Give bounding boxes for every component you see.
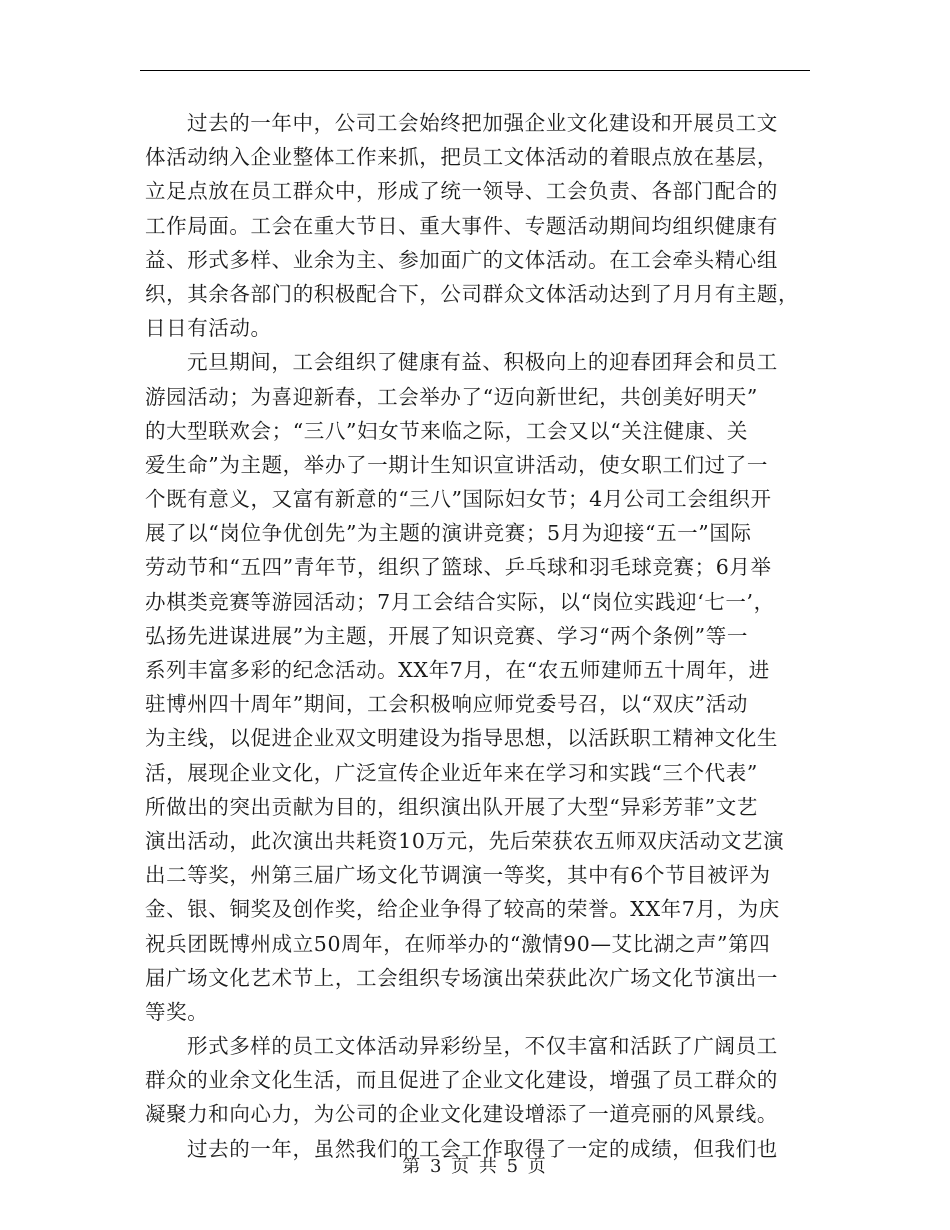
document-body [145, 106, 810, 1166]
text-line: 过去的一年中，公司工会始终把加强企业文化建设和开展员工文 [187, 111, 778, 135]
text-line: 工作局面。工会在重大节日、重大事件、专题活动期间均组织健康有 [145, 213, 778, 238]
text-line: 爱生命”为主题，举办了一期计生知识宣讲活动，使女职工们过了一 [145, 452, 768, 477]
text-line: 劳动节和“五四”青年节，组织了篮球、乒乓球和羽毛球竞赛；6月举 [145, 555, 772, 580]
paragraph-2 [145, 345, 810, 1029]
text-line: 系列丰富多彩的纪念活动。XX年7月，在“农五师建师五十周年，进 [145, 658, 770, 682]
text-line: 祝兵团既博州成立50周年，在师举办的“激情90—艾比湖之声”第四 [145, 931, 771, 956]
page-number-footer: 第 3 页 共 5 页 [402, 1156, 548, 1177]
text-line: 的大型联欢会；“三八”妇女节来临之际，工会又以“关注健康、关 [145, 418, 748, 443]
paragraph-3 [145, 1029, 810, 1132]
text-line: 演出活动，此次演出共耗资10万元，先后荣获农五师双庆活动文艺演 [145, 828, 785, 853]
text-line: 游园活动；为喜迎新春，工会举办了“迈向新世纪，共创美好明天” [145, 384, 758, 409]
text-line: 所做出的突出贡献为目的，组织演出队开展了大型“异彩芳菲”文艺 [145, 794, 758, 819]
text-line: 形式多样的员工文体活动异彩纷呈，不仅丰富和活跃了广阔员工 [187, 1034, 778, 1059]
text-line: 群众的业余文化生活，而且促进了企业文化建设，增强了员工群众的 [145, 1068, 778, 1093]
text-line: 凝聚力和向心力，为公司的企业文化建设增添了一道亮丽的风景线。 [145, 1102, 778, 1127]
text-line: 个既有意义，又富有新意的“三八”国际妇女节；4月公司工会组织开 [145, 487, 772, 512]
header-rule [140, 70, 810, 71]
text-line: 展了以“岗位争优创先”为主题的演讲竞赛；5月为迎接“五一”国际 [145, 521, 752, 546]
text-line: 办棋类竞赛等游园活动；7月工会结合实际，以“岗位实践迎‘七一’， [145, 589, 775, 614]
text-line: 等奖。 [145, 999, 209, 1024]
text-line: 织，其余各部门的积极配合下，公司群众文体活动达到了月月有主题， [145, 281, 800, 306]
text-line: 益、形式多样、业余为主、参加面广的文体活动。在工会牵头精心组 [145, 247, 778, 272]
text-line: 届广场文化艺术节上，工会组织专场演出荣获此次广场文化节演出一 [145, 965, 778, 990]
text-line: 立足点放在员工群众中，形成了统一领导、工会负责、各部门配合的 [145, 179, 778, 204]
text-line: 日日有活动。 [145, 316, 272, 341]
text-line: 金、银、铜奖及创作奖，给企业争得了较高的荣誉。XX年7月，为庆 [145, 897, 780, 922]
text-line: 弘扬先进谋进展”为主题，开展了知识竞赛、学习“两个条例”等一 [145, 623, 748, 648]
text-line: 体活动纳入企业整体工作来抓，把员工文体活动的着眼点放在基层， [145, 145, 778, 170]
text-line: 为主线，以促进企业双文明建设为指导思想，以活跃职工精神文化生 [145, 726, 778, 751]
text-line: 出二等奖，州第三届广场文化节调演一等奖，其中有6个节目被评为 [145, 863, 771, 888]
paragraph-1 [145, 106, 810, 345]
text-line: 过去的一年，虽然我们的工会工作取得了一定的成绩，但我们也 [187, 1136, 778, 1161]
text-line: 活，展现企业文化，广泛宣传企业近年来在学习和实践“三个代表” [145, 760, 758, 785]
text-line: 元旦期间，工会组织了健康有益、积极向上的迎春团拜会和员工 [187, 350, 778, 375]
text-line: 驻博州四十周年”期间，工会积极响应师党委号召，以“双庆”活动 [145, 692, 748, 717]
